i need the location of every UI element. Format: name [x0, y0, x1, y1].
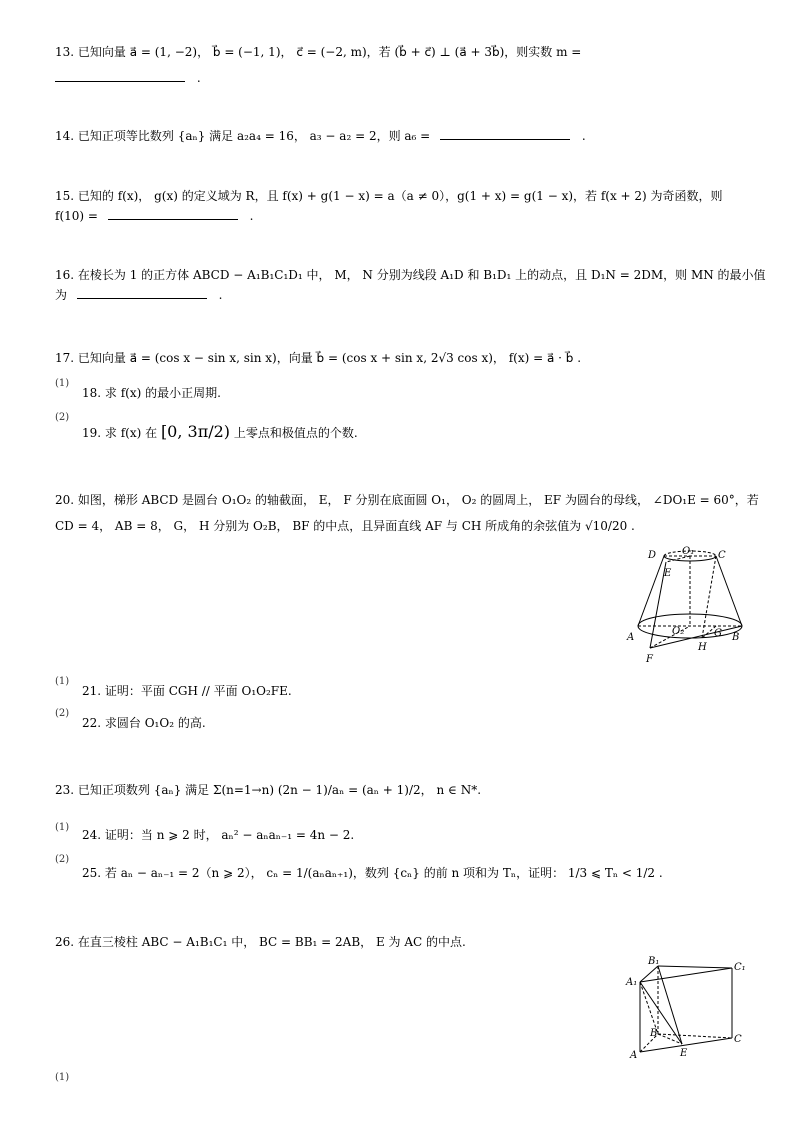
answer-blank-16[interactable]: [77, 286, 207, 299]
question-19-interval: [0, 3π/2): [160, 422, 231, 441]
question-15-end: .: [249, 209, 254, 223]
question-16-text: 16. 在棱长为 1 的正方体 ABCD − A₁B₁C₁D₁ 中， M， N 分别为线段 A₁D 和 B₁D₁ 上的动点，且 D₁N = 2DM，则 MN 的最小值: [55, 268, 766, 282]
question-18-text: 18. 求 f(x) 的最小正周期.: [82, 386, 221, 400]
prism-figure: [622, 954, 752, 1062]
question-19-prefix: 19. 求 f(x) 在: [82, 426, 158, 440]
question-16-end: .: [218, 288, 223, 302]
label-H: H: [698, 642, 707, 653]
sub-number: (2): [55, 708, 70, 719]
label-D: D: [648, 550, 657, 561]
question-20-line2: CD = 4， AB = 8， G， H 分别为 O₂B， BF 的中点，且异面直线 AF 与 CH 所成角的余弦值为 √10/20 .: [55, 519, 635, 533]
label-E: E: [664, 568, 672, 579]
label-A1: A₁: [626, 977, 638, 988]
question-23: [55, 780, 481, 800]
question-16-answer-row: [55, 285, 223, 305]
question-26: [55, 932, 466, 952]
question-24-text: 24. 证明：当 n ⩾ 2 时， aₙ² − aₙaₙ₋₁ = 4n − 2.: [82, 828, 355, 842]
question-19: [82, 422, 358, 441]
question-13-answer-row: [55, 68, 201, 88]
question-20-line2-row: [55, 516, 635, 536]
label-C: C: [734, 1034, 742, 1045]
label-O2: O₂: [672, 626, 685, 637]
question-14: [55, 126, 586, 146]
sub-number: (1): [55, 1072, 70, 1083]
question-15: [55, 186, 723, 206]
sub-number: (2): [55, 854, 70, 865]
question-25-text: 25. 若 aₙ − aₙ₋₁ = 2（n ⩾ 2）， cₙ = 1/(aₙaₙ₊₁)，数列 {cₙ} 的前 n 项和为 Tₙ，证明： 1/3 ⩽ Tₙ < 1/2 .: [82, 866, 663, 880]
label-F: F: [646, 654, 653, 665]
question-15-answer-row: [55, 206, 253, 226]
question-13-end: .: [196, 71, 201, 85]
question-19-suffix: 上零点和极值点的个数.: [233, 426, 358, 440]
label-O1: O₁: [682, 546, 695, 557]
question-13-text: 13. 已知向量 a⃗ = (1, −2)， b⃗ = (−1, 1)， c⃗ = (−2, m)，若 (b⃗ + c⃗) ⊥ (a⃗ + 3b⃗)，则实数 m =: [55, 45, 582, 59]
question-26-stem: 26. 在直三棱柱 ABC − A₁B₁C₁ 中， BC = BB₁ = 2AB， E 为 AC 的中点.: [55, 935, 466, 949]
label-B1: B₁: [648, 956, 660, 967]
question-20: [55, 490, 759, 510]
answer-blank-13[interactable]: [55, 69, 185, 82]
answer-blank-15[interactable]: [108, 207, 238, 220]
question-17: [55, 348, 581, 368]
sub-number: (1): [55, 822, 70, 833]
question-15-lhs: f(10) =: [55, 209, 98, 223]
label-A: A: [627, 632, 635, 643]
label-C: C: [718, 550, 726, 561]
question-16: [55, 265, 766, 285]
question-23-stem: 23. 已知正项数列 {aₙ} 满足 Σ(n=1→n) (2n − 1)/aₙ = (aₙ + 1)/2， n ∈ N*.: [55, 783, 482, 797]
question-20-line1: 20. 如图，梯形 ABCD 是圆台 O₁O₂ 的轴截面， E， F 分别在底面圆 O₁， O₂ 的圆周上， EF 为圆台的母线， ∠DO₁E = 60°，若: [55, 493, 759, 507]
question-14-text: 14. 已知正项等比数列 {aₙ} 满足 a₂a₄ = 16， a₃ − a₂ = 2，则 a₆ =: [55, 129, 431, 143]
label-B: B: [732, 632, 740, 643]
label-G: G: [714, 628, 722, 639]
label-B: B: [650, 1028, 658, 1039]
question-22-text: 22. 求圆台 O₁O₂ 的高.: [82, 716, 206, 730]
question-17-stem: 17. 已知向量 a⃗ = (cos x − sin x, sin x)，向量 b⃗ = (cos x + sin x, 2√3 cos x)， f(x) = a⃗ · b⃗ .: [55, 351, 582, 365]
sub-number: (1): [55, 378, 70, 389]
answer-blank-14[interactable]: [440, 127, 570, 140]
question-13: [55, 42, 581, 62]
question-14-end: .: [581, 129, 586, 143]
label-A: A: [630, 1050, 638, 1061]
question-16-prefix: 为: [55, 288, 68, 302]
sub-number: (1): [55, 676, 70, 687]
label-C1: C₁: [734, 962, 746, 973]
question-15-text: 15. 已知的 f(x)， g(x) 的定义域为 R，且 f(x) + g(1 − x) = a（a ≠ 0），g(1 + x) = g(1 − x)，若 f(x + 2) 为奇函数，则: [55, 189, 723, 203]
sub-number: (2): [55, 412, 70, 423]
label-E: E: [680, 1048, 688, 1059]
frustum-figure: [620, 542, 750, 666]
question-21-text: 21. 证明：平面 CGH // 平面 O₁O₂FE.: [82, 684, 292, 698]
